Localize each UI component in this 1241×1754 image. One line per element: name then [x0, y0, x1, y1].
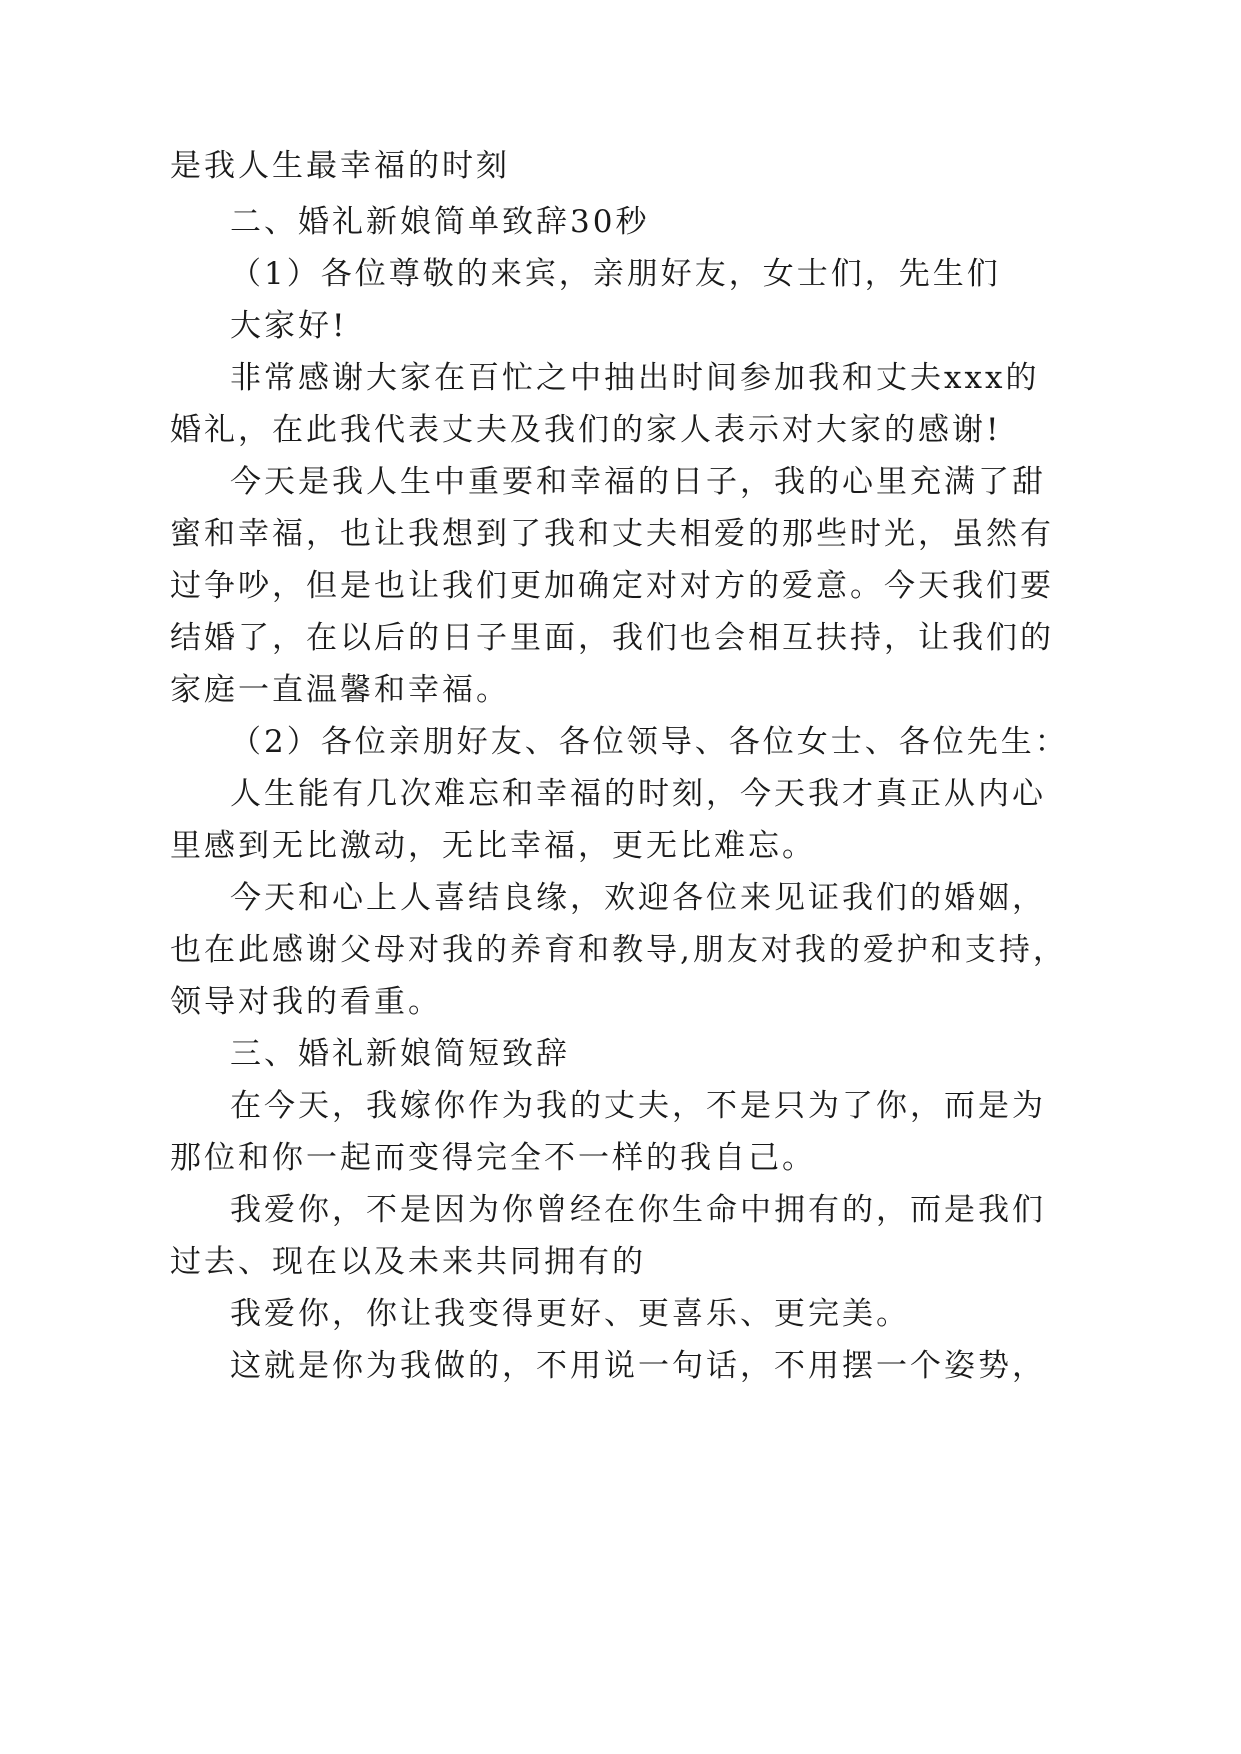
text-line: （2）各位亲朋好友、各位领导、各位女士、各位先生：	[230, 724, 1069, 760]
text-line: 我爱你，你让我变得更好、更喜乐、更完美。	[230, 1296, 910, 1332]
text-line: 在今天，我嫁你作为我的丈夫，不是只为了你，而是为	[230, 1088, 1046, 1124]
text-line: 今天和心上人喜结良缘，欢迎各位来见证我们的婚姻，	[230, 880, 1046, 916]
text-line: 蜜和幸福，也让我想到了我和丈夫相爱的那些时光，虽然有	[170, 516, 1054, 552]
text-line: 里感到无比激动，无比幸福，更无比难忘。	[170, 828, 816, 864]
text-line: 今天是我人生中重要和幸福的日子，我的心里充满了甜	[230, 464, 1046, 500]
text-line: 也在此感谢父母对我的养育和教导,朋友对我的爱护和支持，	[170, 932, 1067, 968]
text-line: 是我人生最幸福的时刻	[170, 148, 510, 184]
text-line: 领导对我的看重。	[170, 984, 442, 1020]
section-heading: 二、婚礼新娘简单致辞30秒	[230, 204, 650, 240]
text-line: 过争吵，但是也让我们更加确定对对方的爱意。今天我们要	[170, 568, 1054, 604]
text-line: 大家好!	[230, 308, 348, 344]
text-line: 过去、现在以及未来共同拥有的	[170, 1244, 646, 1280]
text-line: 那位和你一起而变得完全不一样的我自己。	[170, 1140, 816, 1176]
text-line: 这就是你为我做的，不用说一句话，不用摆一个姿势，	[230, 1348, 1046, 1384]
text-line: 家庭一直温馨和幸福。	[170, 672, 510, 708]
text-line: （1）各位尊敬的来宾，亲朋好友，女士们，先生们	[230, 256, 1001, 292]
text-line: 非常感谢大家在百忙之中抽出时间参加我和丈夫xxx的	[230, 360, 1040, 396]
text-line: 我爱你，不是因为你曾经在你生命中拥有的，而是我们	[230, 1192, 1046, 1228]
text-line: 结婚了，在以后的日子里面，我们也会相互扶持，让我们的	[170, 620, 1054, 656]
section-heading: 三、婚礼新娘简短致辞	[230, 1036, 570, 1072]
text-line: 人生能有几次难忘和幸福的时刻，今天我才真正从内心	[230, 776, 1046, 812]
text-line: 婚礼，在此我代表丈夫及我们的家人表示对大家的感谢!	[170, 412, 1002, 448]
